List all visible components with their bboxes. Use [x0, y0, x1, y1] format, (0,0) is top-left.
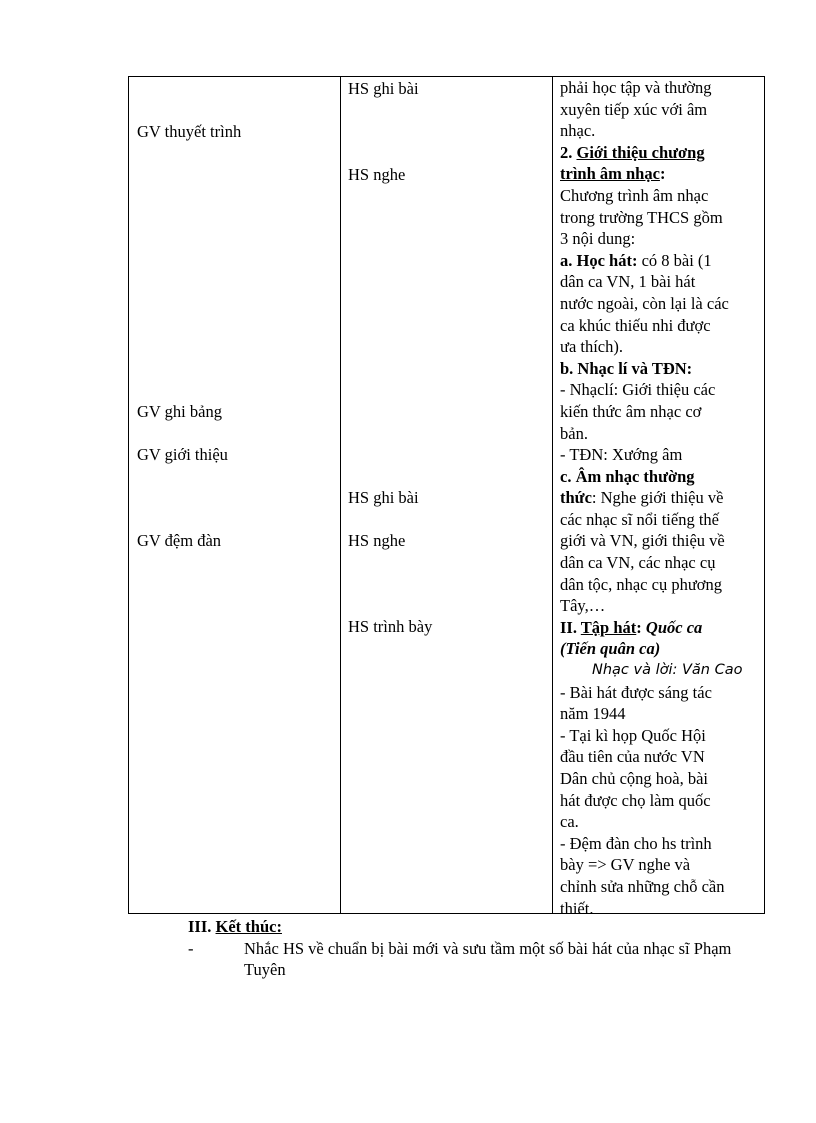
content-line: dân tộc, nhạc cụ phương: [560, 574, 722, 594]
subsection-a: a. Học hát: có 8 bài (1: [560, 250, 712, 270]
column-divider-2: [552, 77, 553, 913]
content-line: kiến thức âm nhạc cơ: [560, 401, 702, 421]
content-line: 3 nội dung:: [560, 229, 636, 249]
student-activity: HS nghe: [348, 531, 406, 550]
student-activity: HS ghi bài: [348, 488, 419, 507]
content-line: xuyên tiếp xúc với âm: [560, 99, 708, 119]
lesson-table: [128, 76, 765, 918]
content-line: ưa thích).: [560, 337, 624, 357]
content-line: nước ngoài, còn lại là các: [560, 293, 729, 313]
subsection-c-cont: thức: Nghe giới thiệu về: [560, 488, 724, 508]
subsection-b: b. Nhạc lí và TĐN:: [560, 358, 693, 378]
content-line: chỉnh sửa những chỗ cần: [560, 876, 725, 896]
section-2-heading: 2. Giới thiệu chương: [560, 142, 705, 162]
bullet-dash: -: [188, 939, 194, 958]
content-line: giới và VN, giới thiệu về: [560, 531, 725, 551]
section-3-heading: III. Kết thúc:: [188, 917, 282, 936]
content-line: hát được chọ làm quốc: [560, 790, 711, 810]
content-line: Tây,…: [560, 596, 606, 616]
teacher-activity: GV thuyết trình: [137, 122, 242, 141]
teacher-activity: GV đệm đàn: [137, 531, 222, 550]
content-line: nhạc.: [560, 121, 596, 141]
content-line: dân ca VN, các nhạc cụ: [560, 553, 716, 573]
teacher-activity: GV ghi bảng: [137, 402, 222, 421]
content-line: ca khúc thiếu nhi được: [560, 315, 711, 335]
section-2-heading-cont: trình âm nhạc:: [560, 164, 666, 184]
subsection-c: c. Âm nhạc thường: [560, 466, 695, 486]
content-line: bản.: [560, 423, 588, 443]
teacher-activity: GV giới thiệu: [137, 445, 228, 464]
content-line: - Nhạclí: Giới thiệu các: [560, 380, 716, 400]
content-line: đầu tiên của nước VN: [560, 747, 705, 767]
composer-credit: Nhạc và lời: Văn Cao: [592, 662, 743, 679]
content-line: - Bài hát được sáng tác: [560, 682, 712, 702]
content-line: - Đệm đàn cho hs trình: [560, 833, 712, 853]
content-line: trong trường THCS gồm: [560, 207, 723, 227]
closing-instruction: Nhắc HS về chuẩn bị bài mới và sưu tầm một số bài hát của nhạc sĩ Phạm Tuyên: [244, 939, 732, 979]
content-line: ca.: [560, 812, 579, 832]
section-ii-heading: II. Tập hát: Quốc ca: [560, 617, 703, 637]
student-activity: HS trình bày: [348, 617, 433, 636]
content-line: thiết.: [560, 898, 594, 918]
lesson-content: [560, 77, 760, 919]
column-divider-1: [340, 77, 341, 913]
content-line: các nhạc sĩ nổi tiếng thế: [560, 509, 719, 529]
content-line: năm 1944: [560, 704, 626, 724]
content-line: - Tại kì họp Quốc Hội: [560, 725, 706, 745]
content-line: Chương trình âm nhạc: [560, 185, 709, 205]
content-line: dân ca VN, 1 bài hát: [560, 272, 696, 292]
content-line: bày => GV nghe và: [560, 855, 691, 875]
content-line: - TĐN: Xướng âm: [560, 445, 683, 465]
student-activity: HS nghe: [348, 165, 406, 184]
student-activity: HS ghi bài: [348, 79, 419, 98]
content-line: phải học tập và thường: [560, 78, 712, 97]
song-subtitle: (Tiến quân ca): [560, 639, 661, 659]
content-line: Dân chủ cộng hoà, bài: [560, 769, 708, 788]
